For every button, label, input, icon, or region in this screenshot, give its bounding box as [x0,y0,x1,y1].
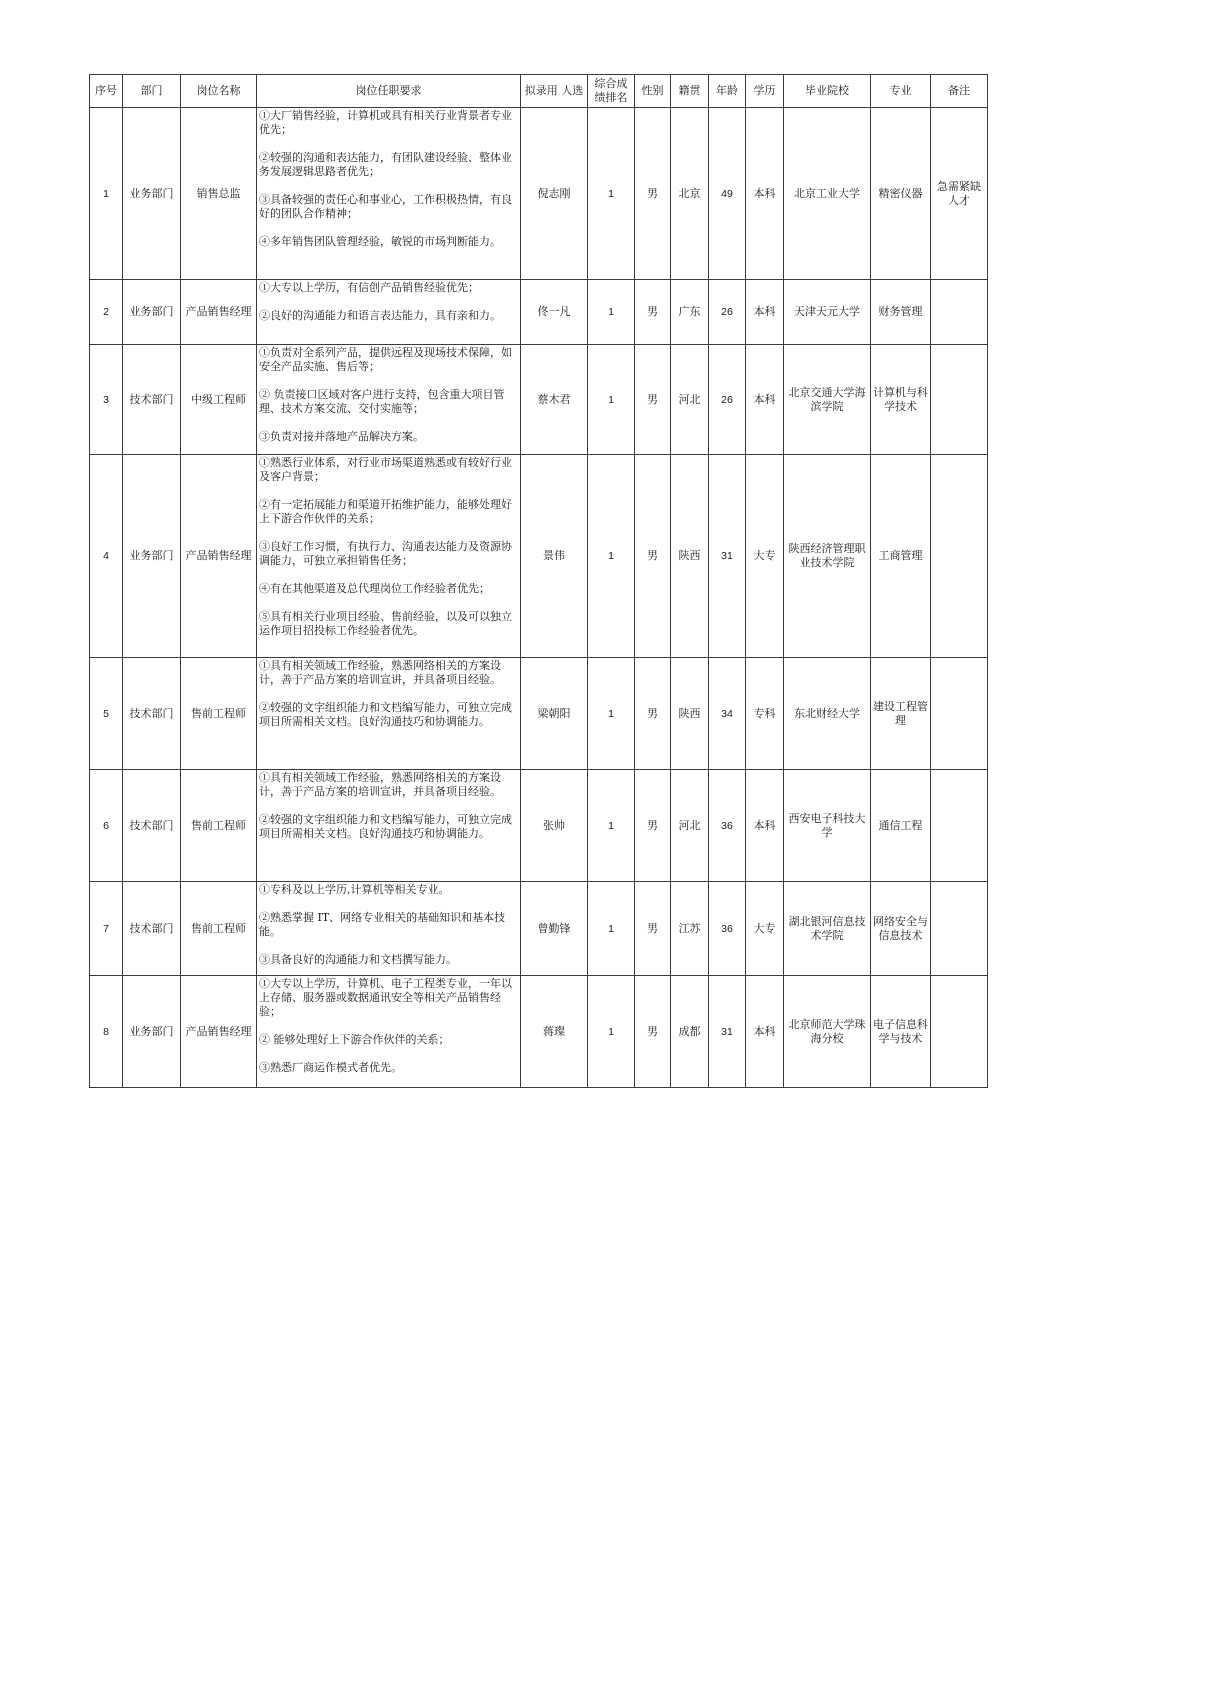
origin-cell: 河北 [671,770,709,882]
requirement-item: ④多年销售团队管理经验，敏锐的市场判断能力。 [259,235,501,248]
rank-cell: 1 [588,976,635,1088]
header-candidate: 拟录用 人选 [521,75,588,108]
requirement-item: ② 能够处理好上下游合作伙伴的关系； [259,1033,450,1046]
age-cell: 31 [709,976,746,1088]
gender-cell: 男 [635,882,671,976]
age-cell: 36 [709,770,746,882]
requirements-cell [257,345,521,455]
candidate-cell: 佟一凡 [521,280,588,345]
requirement-item: ②有一定拓展能力和渠道开拓维护能力，能够处理好上下游合作伙伴的关系； [259,498,512,525]
remark-cell [931,345,988,455]
position-cell: 产品销售经理 [181,280,257,345]
remark-cell [931,280,988,345]
table-row [90,770,988,882]
header-index: 序号 [90,75,123,108]
row-index: 1 [90,108,123,280]
education-cell: 本科 [746,280,784,345]
recruitment-table [89,74,988,1088]
department-cell: 业务部门 [123,455,181,658]
major-cell: 建设工程管理 [871,658,931,770]
origin-cell: 成都 [671,976,709,1088]
requirement-item: ② 负责接口区域对客户进行支持，包含重大项目管理、技术方案交流、交付实施等； [259,388,505,415]
origin-cell: 北京 [671,108,709,280]
table-row [90,108,988,280]
remark-cell [931,976,988,1088]
age-cell: 36 [709,882,746,976]
requirement-item: ②较强的文字组织能力和文档编写能力，可独立完成项目所需相关文档。良好沟通技巧和协调能力。 [259,701,512,728]
age-cell: 49 [709,108,746,280]
gender-cell: 男 [635,770,671,882]
origin-cell: 陕西 [671,658,709,770]
department-cell: 技术部门 [123,770,181,882]
requirement-item: ①熟悉行业体系，对行业市场渠道熟悉或有较好行业及客户背景； [259,456,512,483]
age-cell: 34 [709,658,746,770]
row-index: 2 [90,280,123,345]
header-major: 专业 [871,75,931,108]
requirement-item: ①具有相关领域工作经验，熟悉网络相关的方案设计，善于产品方案的培训宣讲，并具备项目经验。 [259,659,501,686]
major-cell: 电子信息科学与技术 [871,976,931,1088]
row-index: 5 [90,658,123,770]
table-row [90,455,988,658]
rank-cell: 1 [588,280,635,345]
origin-cell: 河北 [671,345,709,455]
position-cell: 产品销售经理 [181,976,257,1088]
requirement-item: ③良好工作习惯，有执行力、沟通表达能力及资源协调能力，可独立承担销售任务； [259,540,512,567]
requirements-cell [257,108,521,280]
rank-cell: 1 [588,108,635,280]
candidate-cell: 景伟 [521,455,588,658]
requirement-item: ③具备良好的沟通能力和文档撰写能力。 [259,953,457,966]
header-age: 年龄 [709,75,746,108]
position-cell: 产品销售经理 [181,455,257,658]
major-cell: 精密仪器 [871,108,931,280]
candidate-cell: 张帅 [521,770,588,882]
rank-cell: 1 [588,882,635,976]
header-row [90,75,988,108]
education-cell: 专科 [746,658,784,770]
age-cell: 31 [709,455,746,658]
gender-cell: 男 [635,345,671,455]
requirements-cell [257,455,521,658]
requirement-item: ③熟悉厂商运作模式者优先。 [259,1061,402,1074]
requirement-item: ①负责对全系列产品，提供远程及现场技术保障，如安全产品实施、售后等； [259,346,512,373]
school-cell: 东北财经大学 [784,658,871,770]
requirements-cell [257,770,521,882]
gender-cell: 男 [635,108,671,280]
header-department: 部门 [123,75,181,108]
requirement-item: ③具备较强的责任心和事业心，工作积极热情，有良好的团队合作精神； [259,193,512,220]
candidate-cell: 蔡木君 [521,345,588,455]
header-gender: 性别 [635,75,671,108]
department-cell: 业务部门 [123,976,181,1088]
origin-cell: 广东 [671,280,709,345]
rank-cell: 1 [588,455,635,658]
requirements-cell [257,882,521,976]
header-origin: 籍贯 [671,75,709,108]
gender-cell: 男 [635,658,671,770]
requirement-item: ④有在其他渠道及总代理岗位工作经验者优先； [259,582,490,595]
department-cell: 业务部门 [123,108,181,280]
school-cell: 北京工业大学 [784,108,871,280]
remark-cell [931,455,988,658]
school-cell: 湖北银河信息技术学院 [784,882,871,976]
header-requirements: 岗位任职要求 [257,75,521,108]
origin-cell: 江苏 [671,882,709,976]
position-cell: 中级工程师 [181,345,257,455]
school-cell: 陕西经济管理职业技术学院 [784,455,871,658]
requirement-item: ②熟悉掌握 IT、网络专业相关的基础知识和基本技能。 [259,911,506,938]
row-index: 3 [90,345,123,455]
header-remark: 备注 [931,75,988,108]
age-cell: 26 [709,345,746,455]
requirement-item: ①专科及以上学历,计算机等相关专业。 [259,883,450,896]
table-row [90,976,988,1088]
candidate-cell: 蒋璨 [521,976,588,1088]
requirements-cell [257,280,521,345]
row-index: 4 [90,455,123,658]
education-cell: 大专 [746,882,784,976]
remark-cell [931,770,988,882]
table-row [90,345,988,455]
remark-cell: 急需紧缺人才 [931,108,988,280]
position-cell: 售前工程师 [181,882,257,976]
department-cell: 业务部门 [123,280,181,345]
rank-cell: 1 [588,770,635,882]
position-cell: 销售总监 [181,108,257,280]
candidate-cell: 倪志刚 [521,108,588,280]
department-cell: 技术部门 [123,882,181,976]
table-row [90,882,988,976]
major-cell: 通信工程 [871,770,931,882]
requirement-item: ①具有相关领域工作经验，熟悉网络相关的方案设计，善于产品方案的培训宣讲，并具备项目经验。 [259,771,501,798]
major-cell: 财务管理 [871,280,931,345]
gender-cell: 男 [635,976,671,1088]
row-index: 8 [90,976,123,1088]
department-cell: 技术部门 [123,658,181,770]
remark-cell [931,882,988,976]
requirements-cell [257,976,521,1088]
remark-cell [931,658,988,770]
department-cell: 技术部门 [123,345,181,455]
rank-cell: 1 [588,658,635,770]
school-cell: 天津天元大学 [784,280,871,345]
school-cell: 西安电子科技大学 [784,770,871,882]
position-cell: 售前工程师 [181,770,257,882]
major-cell: 工商管理 [871,455,931,658]
requirement-item: ①大专以上学历，计算机、电子工程类专业，一年以上存储、服务器或数据通讯安全等相关产品销售经验； [259,977,512,1018]
candidate-cell: 曾勤锋 [521,882,588,976]
requirement-item: ①大专以上学历，有信创产品销售经验优先； [259,281,479,294]
requirement-item: ⑤具有相关行业项目经验、售前经验，以及可以独立运作项目招投标工作经验者优先。 [259,610,512,637]
header-position: 岗位名称 [181,75,257,108]
education-cell: 本科 [746,108,784,280]
row-index: 7 [90,882,123,976]
requirements-cell [257,658,521,770]
table-row [90,658,988,770]
gender-cell: 男 [635,455,671,658]
education-cell: 本科 [746,976,784,1088]
requirement-item: ③负责对接并落地产品解决方案。 [259,430,424,443]
header-rank: 综合成绩排名 [588,75,635,108]
major-cell: 计算机与科学技术 [871,345,931,455]
school-cell: 北京交通大学海滨学院 [784,345,871,455]
education-cell: 大专 [746,455,784,658]
origin-cell: 陕西 [671,455,709,658]
candidate-cell: 梁朝阳 [521,658,588,770]
table-row [90,280,988,345]
header-school: 毕业院校 [784,75,871,108]
education-cell: 本科 [746,770,784,882]
position-cell: 售前工程师 [181,658,257,770]
major-cell: 网络安全与信息技术 [871,882,931,976]
header-education: 学历 [746,75,784,108]
requirement-item: ①大厂销售经验，计算机或具有相关行业背景者专业优先； [259,109,512,136]
requirement-item: ②良好的沟通能力和语言表达能力，具有亲和力。 [259,309,501,322]
rank-cell: 1 [588,345,635,455]
row-index: 6 [90,770,123,882]
school-cell: 北京师范大学珠海分校 [784,976,871,1088]
requirement-item: ②较强的文字组织能力和文档编写能力，可独立完成项目所需相关文档。良好沟通技巧和协调能力。 [259,813,512,840]
age-cell: 26 [709,280,746,345]
education-cell: 本科 [746,345,784,455]
requirement-item: ②较强的沟通和表达能力，有团队建设经验、整体业务发展逻辑思路者优先； [259,151,512,178]
gender-cell: 男 [635,280,671,345]
